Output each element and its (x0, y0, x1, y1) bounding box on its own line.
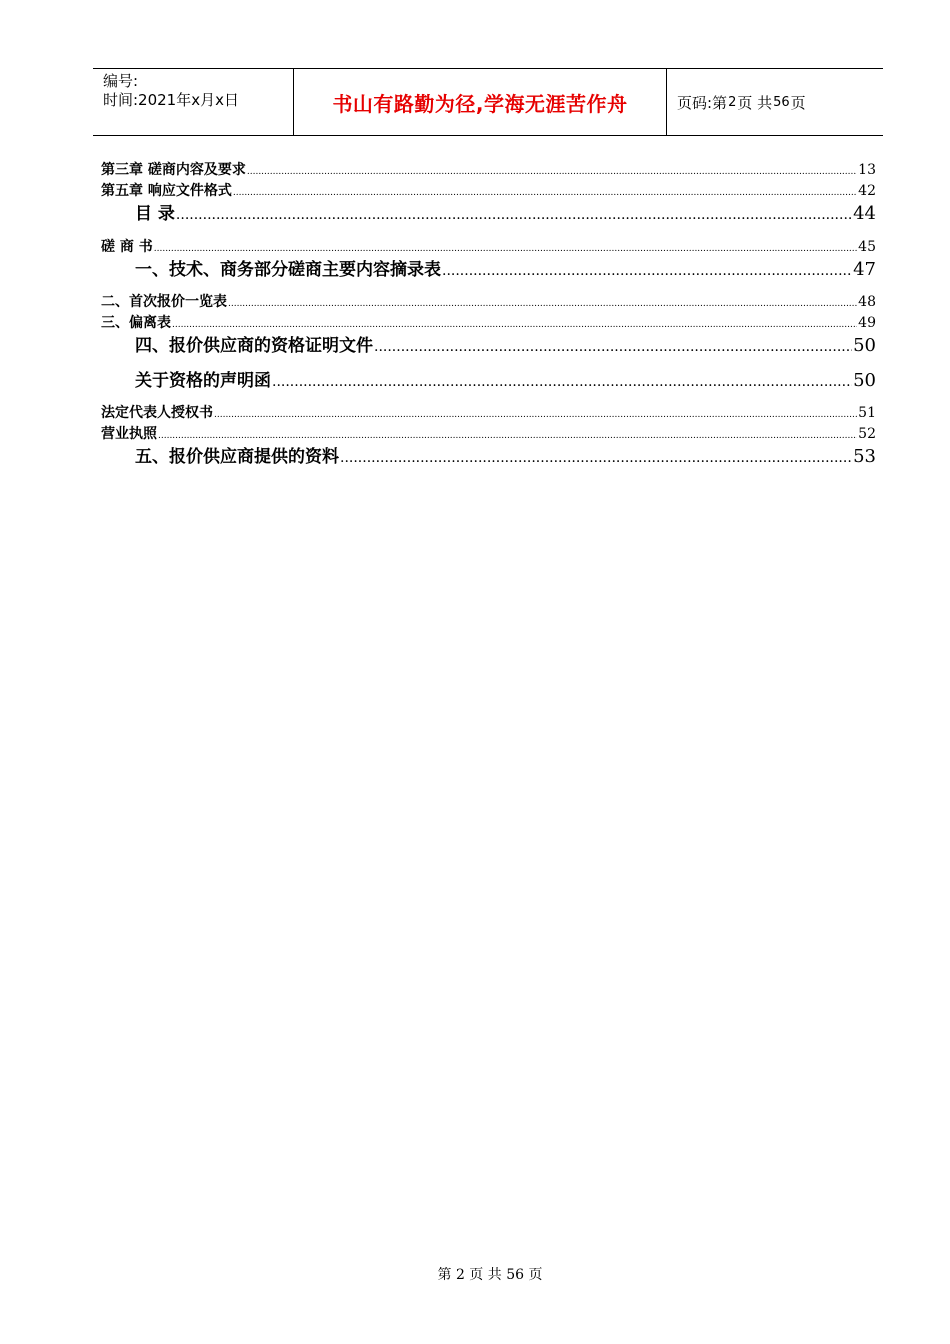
toc-entry-page: 49 (858, 315, 876, 331)
toc-entry[interactable] (101, 442, 876, 466)
page-current: 2 (728, 94, 737, 110)
toc-entry-label: 法定代表人授权书 (101, 405, 213, 421)
toc-entry-page: 45 (858, 239, 876, 255)
toc-entry[interactable] (101, 291, 876, 309)
toc-entry-page: 52 (858, 426, 876, 442)
toc-entry-page: 42 (858, 183, 876, 199)
toc-leader-dots (154, 244, 857, 254)
toc-entry-page: 13 (858, 162, 876, 178)
page-footer: 第 2 页 共 56 页 (437, 1267, 543, 1283)
toc-entry[interactable] (101, 331, 876, 355)
page-total: 56 (773, 94, 790, 110)
toc-entry-label: 四、报价供应商的资格证明文件 (135, 336, 373, 356)
toc-entry[interactable] (101, 199, 876, 223)
toc-entry[interactable] (101, 423, 876, 441)
toc-leader-dots (228, 299, 857, 309)
toc-entry-label: 磋 商 书 (101, 239, 153, 255)
toc-entry-page: 50 (853, 335, 876, 356)
toc-entry[interactable] (101, 366, 876, 390)
toc-entry-label: 第三章 磋商内容及要求 (101, 162, 246, 178)
header-slogan: 书山有路勤为径,学海无涯苦作舟 (294, 69, 667, 135)
toc-leader-dots (340, 450, 852, 466)
page-suffix: 页 (790, 93, 806, 112)
toc-entry-label: 目 录 (135, 204, 175, 224)
toc-leader-dots (374, 339, 852, 355)
header-page-info (667, 69, 883, 135)
toc-leader-dots (172, 320, 857, 330)
toc-entry-label: 五、报价供应商提供的资料 (135, 447, 339, 467)
toc-entry-label: 三、偏离表 (101, 315, 171, 331)
header-meta (93, 69, 294, 135)
toc-leader-dots (247, 167, 857, 177)
toc-entry[interactable] (101, 180, 876, 198)
toc-entry[interactable] (101, 402, 876, 420)
toc-leader-dots (233, 188, 857, 198)
toc-entry-label: 第五章 响应文件格式 (101, 183, 232, 199)
toc-entry[interactable] (101, 312, 876, 330)
toc-leader-dots (176, 207, 852, 223)
page-header (93, 68, 883, 136)
toc-entry-label: 关于资格的声明函 (135, 371, 271, 391)
toc-leader-dots (214, 410, 857, 420)
toc-entry-page: 48 (858, 294, 876, 310)
toc-entry-page: 51 (858, 405, 876, 421)
toc-leader-dots (272, 374, 852, 390)
page-mid: 页 共 (737, 93, 773, 112)
toc-leader-dots (442, 263, 852, 279)
toc-leader-dots (158, 431, 857, 441)
toc-entry[interactable] (101, 159, 876, 177)
time-label: 时间:2021年x月x日 (103, 91, 239, 109)
serial-label: 编号: (103, 72, 139, 90)
toc-entry[interactable] (101, 255, 876, 279)
toc-entry-label: 一、技术、商务部分磋商主要内容摘录表 (135, 260, 441, 280)
toc-entry-page: 44 (853, 203, 876, 224)
toc-entry-label: 营业执照 (101, 426, 157, 442)
toc-entry-page: 47 (853, 259, 876, 280)
toc-entry[interactable] (101, 236, 876, 254)
toc-entry-label: 二、首次报价一览表 (101, 294, 227, 310)
page-prefix: 页码:第 (677, 93, 728, 112)
toc-entry-page: 50 (853, 370, 876, 391)
toc-entry-page: 53 (853, 446, 876, 467)
